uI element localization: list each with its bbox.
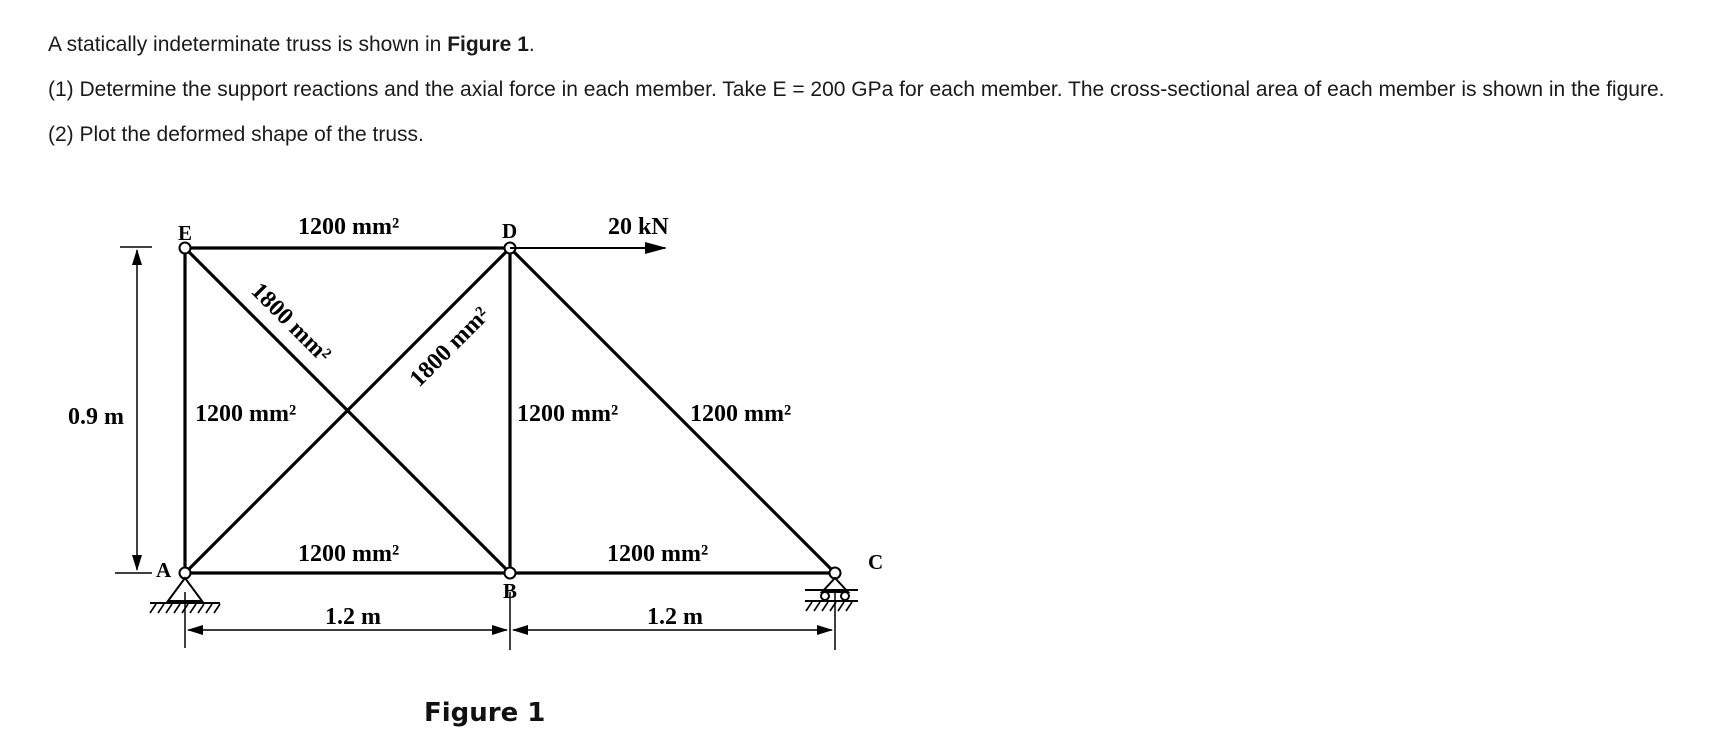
roller-support-icon xyxy=(805,578,858,611)
intro-period: . xyxy=(528,33,535,56)
load-label: 20 kN xyxy=(608,214,669,240)
node-label-C: C xyxy=(868,550,884,574)
part-2: (2) Plot the deformed shape of the truss. xyxy=(48,123,424,146)
area-label-AD: 1800 mm² xyxy=(404,302,495,393)
area-label-AB: 1200 mm² xyxy=(298,541,400,567)
intro-text: A statically indeterminate truss is shown in xyxy=(48,33,448,56)
area-label-AE: 1200 mm² xyxy=(195,401,297,427)
span-AB-label: 1.2 m xyxy=(325,604,381,630)
joint-B xyxy=(505,568,516,579)
figure-reference: Figure 1 xyxy=(447,33,529,56)
area-label-BC: 1200 mm² xyxy=(607,541,709,567)
area-label-DC: 1200 mm² xyxy=(690,401,792,427)
area-label-ED: 1200 mm² xyxy=(298,214,400,240)
node-label-B: B xyxy=(503,579,518,603)
node-label-A: A xyxy=(156,558,172,582)
area-label-EB: 1800 mm² xyxy=(245,277,336,368)
part-1: (1) Determine the support reactions and the axial force in each member. Take E = 200 GPa for each member. The cross-sectional area of each member is shown in the figure. xyxy=(48,78,1665,101)
node-label-D: D xyxy=(502,219,518,243)
area-label-DB: 1200 mm² xyxy=(517,401,619,427)
height-dimension-label: 0.9 m xyxy=(68,404,124,430)
span-BC-label: 1.2 m xyxy=(647,604,703,630)
node-label-E: E xyxy=(178,221,193,245)
figure-caption: Figure 1 xyxy=(424,698,546,728)
